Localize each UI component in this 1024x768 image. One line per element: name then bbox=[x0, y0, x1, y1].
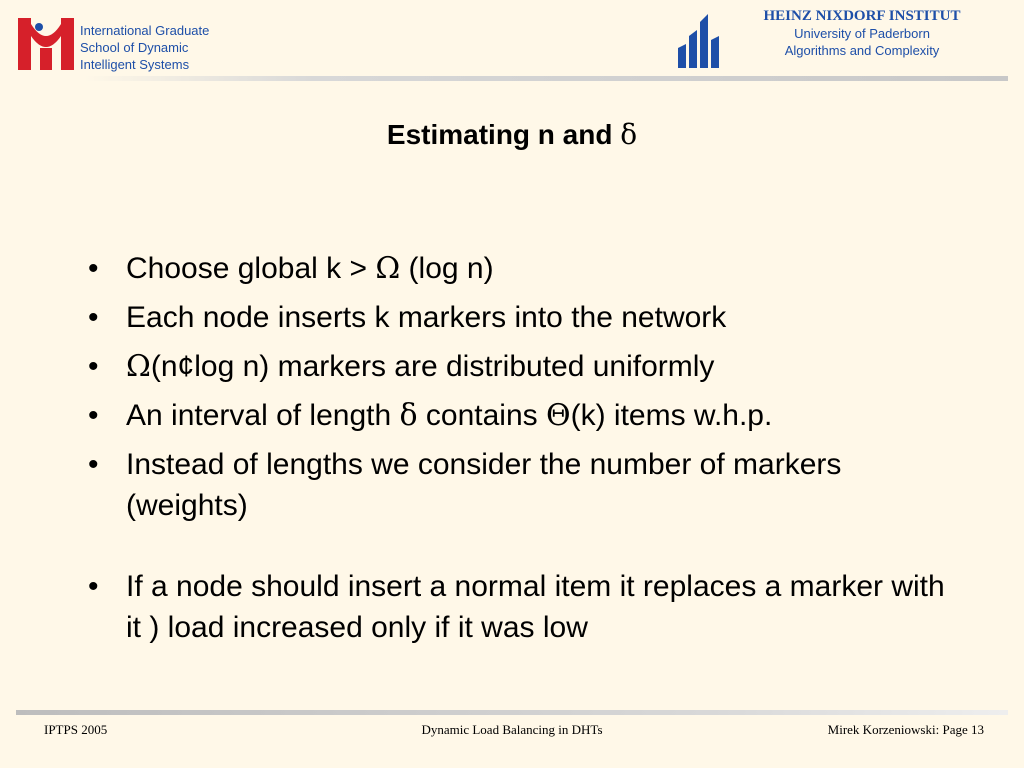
bullet-item bbox=[88, 346, 968, 387]
bullet-text: An interval of length bbox=[126, 399, 400, 432]
bullet-item bbox=[88, 566, 968, 648]
institute-line: University of Paderborn bbox=[794, 26, 930, 41]
footer-divider bbox=[16, 710, 1008, 715]
bullet-text: Instead of lengths we consider the number of markers (weights) bbox=[126, 448, 842, 522]
bullet-text: If a node should insert a normal item it replaces a marker with it ) load increased only if it was low bbox=[126, 570, 945, 644]
school-line: International Graduate bbox=[80, 23, 210, 38]
title-text: Estimating n and bbox=[386, 119, 621, 150]
bullet-text: contains bbox=[417, 399, 546, 432]
institute-name bbox=[728, 8, 996, 59]
theta-symbol: Θ bbox=[546, 398, 571, 433]
omega-symbol: Ω bbox=[126, 349, 151, 384]
delta-symbol: δ bbox=[620, 118, 638, 151]
bullet-item bbox=[88, 395, 968, 436]
footer-page-info: Mirek Korzeniowski: Page 13 bbox=[827, 722, 984, 737]
institute-line: Algorithms and Complexity bbox=[784, 43, 940, 58]
school-name bbox=[80, 22, 209, 73]
bullet-item bbox=[88, 444, 968, 526]
hni-logo bbox=[676, 14, 720, 68]
bullet-item bbox=[88, 248, 968, 289]
bullet-text: (k) items w.h.p. bbox=[570, 399, 773, 432]
bullet-text: (log n) bbox=[400, 252, 494, 285]
delta-symbol: δ bbox=[399, 398, 418, 433]
school-line: Intelligent Systems bbox=[80, 57, 190, 72]
school-line: School of Dynamic bbox=[80, 40, 189, 55]
omega-symbol: Ω bbox=[375, 251, 401, 286]
bullet-text: Choose global k > bbox=[126, 252, 376, 285]
bullet-text: Each node inserts k markers into the network bbox=[126, 301, 727, 334]
footer-talk-title: Dynamic Load Balancing in DHTs bbox=[421, 722, 603, 737]
igs-logo bbox=[18, 18, 74, 70]
slide-title bbox=[0, 118, 1024, 151]
header-divider bbox=[84, 76, 1008, 81]
footer-conference: IPTPS 2005 bbox=[44, 722, 108, 737]
institute-title: HEINZ NIXDORF INSTITUT bbox=[763, 8, 961, 24]
bullet-text: (n¢log n) markers are distributed uniformly bbox=[150, 350, 715, 383]
bullet-list bbox=[88, 248, 968, 656]
bullet-item bbox=[88, 297, 968, 338]
